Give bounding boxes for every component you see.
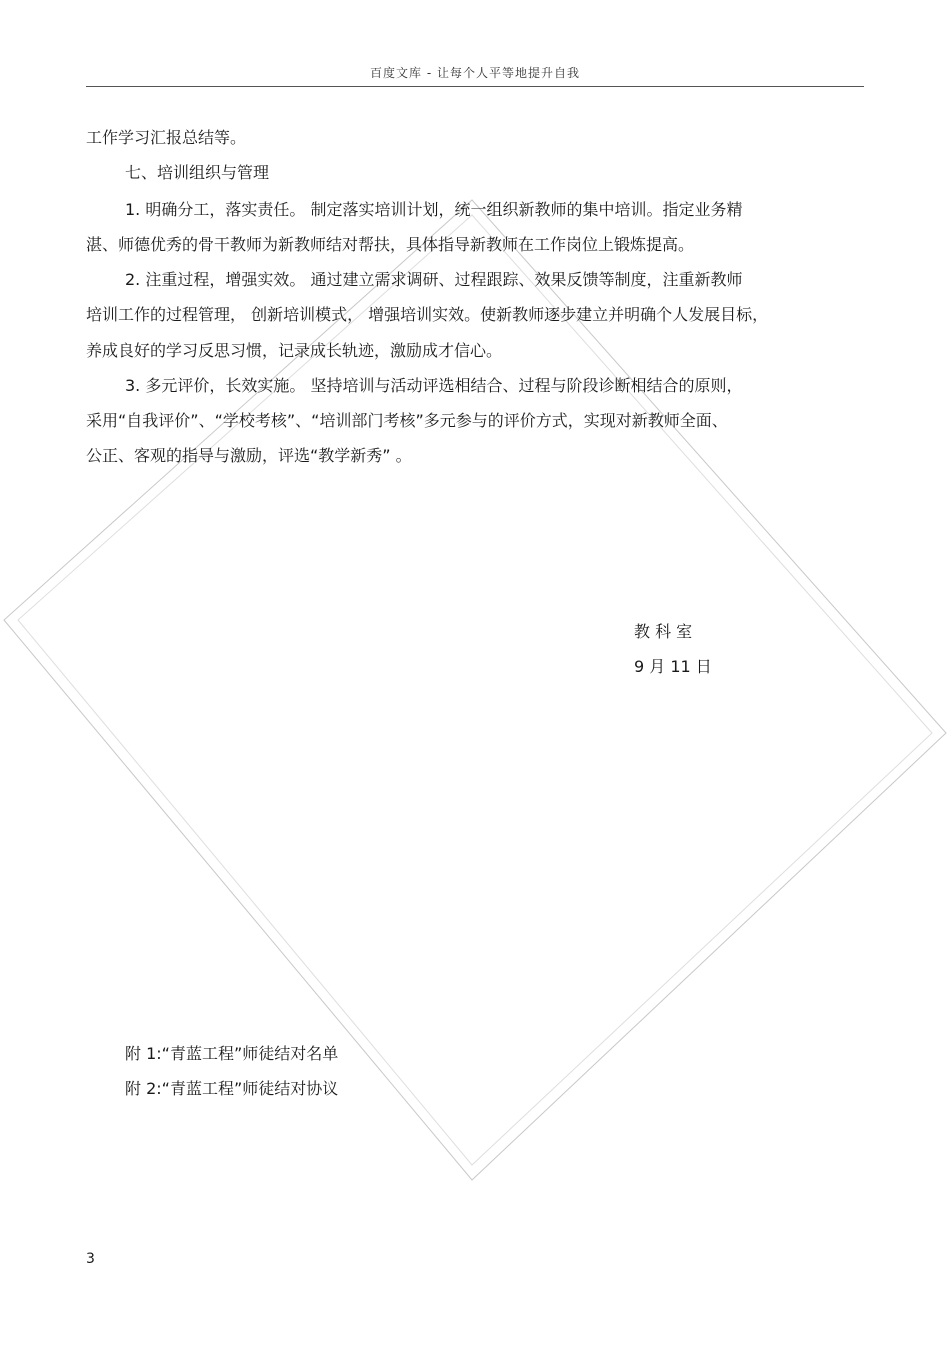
signature-date: 9 月 11 日: [634, 657, 712, 676]
attachment-2: 附 2:“青蓝工程”师徒结对协议: [125, 1079, 339, 1098]
body-line-10: 公正、客观的指导与激励，评选“教学新秀” 。: [86, 446, 412, 465]
body-line-5: 2. 注重过程，增强实效。 通过建立需求调研、过程跟踪、效果反馈等制度，注重新教师: [125, 270, 743, 289]
page-number: 3: [86, 1251, 95, 1267]
section-heading: 七、培训组织与管理: [125, 163, 270, 182]
body-line-9: 采用“自我评价”、“学校考核”、“培训部门考核”多元参与的评价方式，实现对新教师全面、: [86, 411, 728, 430]
header-slogan: 让每个人平等地提升自我: [436, 66, 580, 80]
signature-org: 教 科 室: [634, 622, 693, 641]
header-brand: 百度文库: [370, 66, 423, 80]
header-separator: -: [422, 66, 437, 80]
body-line-8: 3. 多元评价，长效实施。 坚持培训与活动评选相结合、过程与阶段诊断相结合的原则，: [125, 376, 743, 395]
body-line-6: 培训工作的过程管理， 创新培训模式， 增强培训实效。使新教师逐步建立并明确个人发展目标，: [86, 305, 769, 324]
body-line-1: 工作学习汇报总结等。: [86, 128, 247, 147]
body-line-3: 1. 明确分工，落实责任。 制定落实培训计划，统一组织新教师的集中培训。指定业务精: [125, 200, 743, 219]
body-line-7: 养成良好的学习反思习惯，记录成长轨迹，激励成才信心。: [86, 341, 503, 360]
attachment-1: 附 1:“青蓝工程”师徒结对名单: [125, 1044, 339, 1063]
body-line-4: 湛、师德优秀的骨干教师为新教师结对帮扶，具体指导新教师在工作岗位上锻炼提高。: [86, 235, 695, 254]
